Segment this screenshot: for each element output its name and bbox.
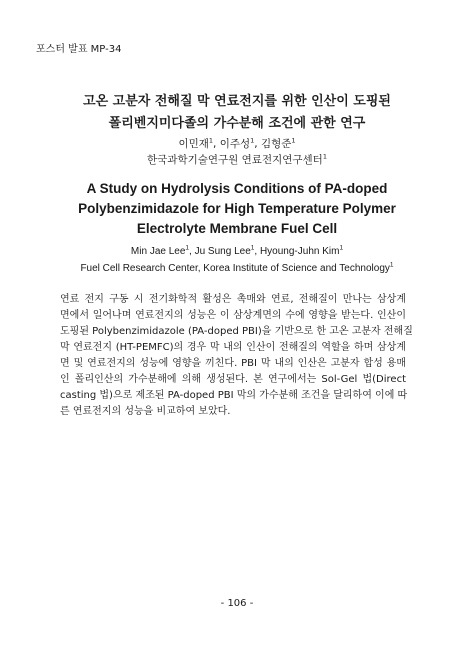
abstract-line: casting 법)으로 제조된 PA-doped PBI 막의 가수분해 조건을 달리하여 이에 따: [60, 390, 408, 401]
korean-title: [0, 91, 474, 135]
author-affil-mark: 1: [250, 136, 255, 145]
english-title-line: Electrolyte Membrane Fuel Cell: [136, 221, 338, 236]
abstract-line: 른 연료전지의 성능을 비교하여 보았다.: [60, 406, 231, 417]
affiliation-text: Fuel Cell Research Center, Korea Institute of Science and Technology: [80, 263, 390, 274]
author-name: 김형준: [260, 138, 292, 150]
author-name: 이민재: [178, 138, 209, 150]
author-affil-mark: 1: [185, 244, 190, 252]
abstract-line: 인 폴리인산의 가수분해에 의해 생성된다. 본 연구에서는 Sol-Gel 법(Direct: [60, 374, 406, 385]
korean-affiliation: [0, 152, 474, 168]
abstract-line: 면에서 일어나며 연료전지의 성능은 이 삼상계면의 수에 영향을 받는다. 인산이: [60, 310, 406, 321]
abstract-line: 도핑된 Polybenzimidazole (PA-doped PBI)을 기반으로 한 고온 고분자 전해질: [60, 326, 413, 337]
affiliation-mark: 1: [389, 261, 394, 269]
english-authors: Min Jae Lee$^1$, Ju Sung Lee$^1$, Hyoung-Juhn Kim$^1$: [130, 244, 344, 257]
page-number: - 106 -: [220, 598, 254, 609]
author-name: Ju Sung Lee: [194, 246, 251, 257]
author-name: Min Jae Lee: [130, 246, 186, 257]
korean-title-line: 고온 고분자 전해질 막 연료전지를 위한 인산이 도핑된: [83, 94, 391, 109]
abstract-line: 연료 전지 구동 시 전기화학적 활성은 촉매와 연료, 전해질이 만나는 삼상계: [60, 294, 406, 305]
abstract-line: 면 및 연료전지의 성능에 영향을 끼친다. PBI 막 내의 인산은 고분자 합성 용매: [60, 358, 406, 369]
author-affil-mark: 1: [339, 244, 344, 252]
author-name: 이주성: [219, 138, 251, 150]
affiliation-mark: 1: [322, 152, 327, 161]
affiliation-text: 한국과학기술연구원 연료전지연구센터: [147, 154, 323, 166]
english-title: [0, 179, 474, 239]
english-title-line: A Study on Hydrolysis Conditions of PA-doped: [86, 181, 388, 196]
korean-authors: 이민재$^1$, 이주성$^1$, 김형준$^1$: [178, 136, 296, 150]
english-affiliation: [0, 261, 474, 276]
abstract-line: 막 연료전지 (HT-PEMFC)의 경우 막 내의 인산이 전해질의 역할을 하며 삼상계: [60, 342, 406, 353]
author-affil-mark: 1: [208, 136, 214, 145]
author-name: Hyoung-Juhn Kim: [259, 246, 340, 257]
author-affil-mark: 1: [291, 136, 296, 145]
session-label: 포스터 발표 MP-34: [36, 44, 122, 55]
abstract-body: [60, 292, 413, 420]
english-title-line: Polybenzimidazole for High Temperature Polymer: [78, 201, 396, 216]
author-affil-mark: 1: [250, 244, 255, 252]
korean-title-line: 폴리벤지미다졸의 가수분해 조건에 관한 연구: [108, 116, 366, 131]
